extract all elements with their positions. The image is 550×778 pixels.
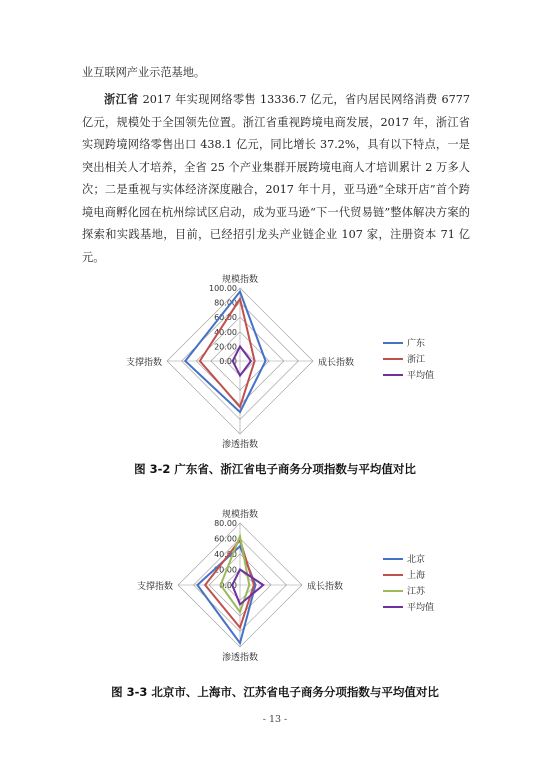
axis-label: 支撑指数 bbox=[125, 358, 162, 368]
axis-label: 成长指数 bbox=[318, 358, 355, 368]
paragraph-continuation: 业互联网产业示范基地。 bbox=[82, 66, 206, 79]
tick-label: 60.00 bbox=[214, 313, 237, 323]
paragraph-body: 2017 年实现网络零售 13336.7 亿元，省内居民网络消费 6777 亿元，规模处于全国领先位置。浙江省重视跨境电商发展，2017 年，浙江省实现跨境网络零售出口 438.1 亿元，同比增长 37.2%，具有以下特点，一是突出相关人才培养，全省 25 个产业集群开展跨境电商人才培训累计 2 万多人次；二是重视与实体经济深度融合，2017 年十月，亚马逊“全球开店”首个跨境电商孵化园在杭州综试区启动，成为亚马逊“下一代贸易链”整体解决方案的探索和实践基地，目前，已经招引龙头产业链企业 107 家，注册资本 71 亿元。 bbox=[82, 93, 470, 264]
legend-label: 北京 bbox=[407, 555, 426, 565]
legend-label: 浙江 bbox=[407, 355, 426, 365]
legend-label: 广东 bbox=[407, 339, 426, 349]
tick-label: 20.00 bbox=[214, 342, 237, 352]
tick-label: 20.00 bbox=[214, 565, 237, 575]
tick-label: 0.00 bbox=[219, 357, 237, 366]
tick-label: 80.00 bbox=[214, 298, 237, 308]
axis-label: 渗透指数 bbox=[221, 440, 259, 450]
radar-chart-guangdong-zhejiang bbox=[125, 270, 455, 452]
tick-label: 0.00 bbox=[219, 581, 237, 590]
axis-label: 支撑指数 bbox=[136, 582, 173, 592]
axis-label: 规模指数 bbox=[221, 275, 259, 285]
figure-caption-3-3: 图 3-3 北京市、上海市、江苏省电子商务分项指数与平均值对比 bbox=[111, 685, 439, 699]
figure-caption-3-2: 图 3-2 广东省、浙江省电子商务分项指数与平均值对比 bbox=[134, 462, 416, 476]
axis-label: 成长指数 bbox=[307, 582, 344, 592]
legend-label: 江苏 bbox=[407, 587, 426, 597]
radar-chart-beijing-shanghai-jiangsu bbox=[125, 509, 455, 672]
tick-label: 40.00 bbox=[214, 550, 237, 559]
legend-label: 平均值 bbox=[407, 603, 435, 613]
tick-label: 40.00 bbox=[214, 327, 237, 337]
tick-label: 80.00 bbox=[214, 519, 237, 528]
axis-label: 规模指数 bbox=[221, 510, 259, 520]
legend-label: 上海 bbox=[407, 571, 426, 581]
tick-label: 100.00 bbox=[209, 284, 237, 293]
paragraph-bold-lead: 浙江省 bbox=[104, 93, 139, 106]
tick-label: 60.00 bbox=[214, 534, 237, 544]
paragraph-zhejiang bbox=[82, 89, 470, 269]
axis-label: 渗透指数 bbox=[221, 653, 259, 663]
series-line bbox=[185, 292, 265, 412]
page-number: - 13 - bbox=[262, 714, 288, 725]
legend-label: 平均值 bbox=[407, 371, 435, 381]
